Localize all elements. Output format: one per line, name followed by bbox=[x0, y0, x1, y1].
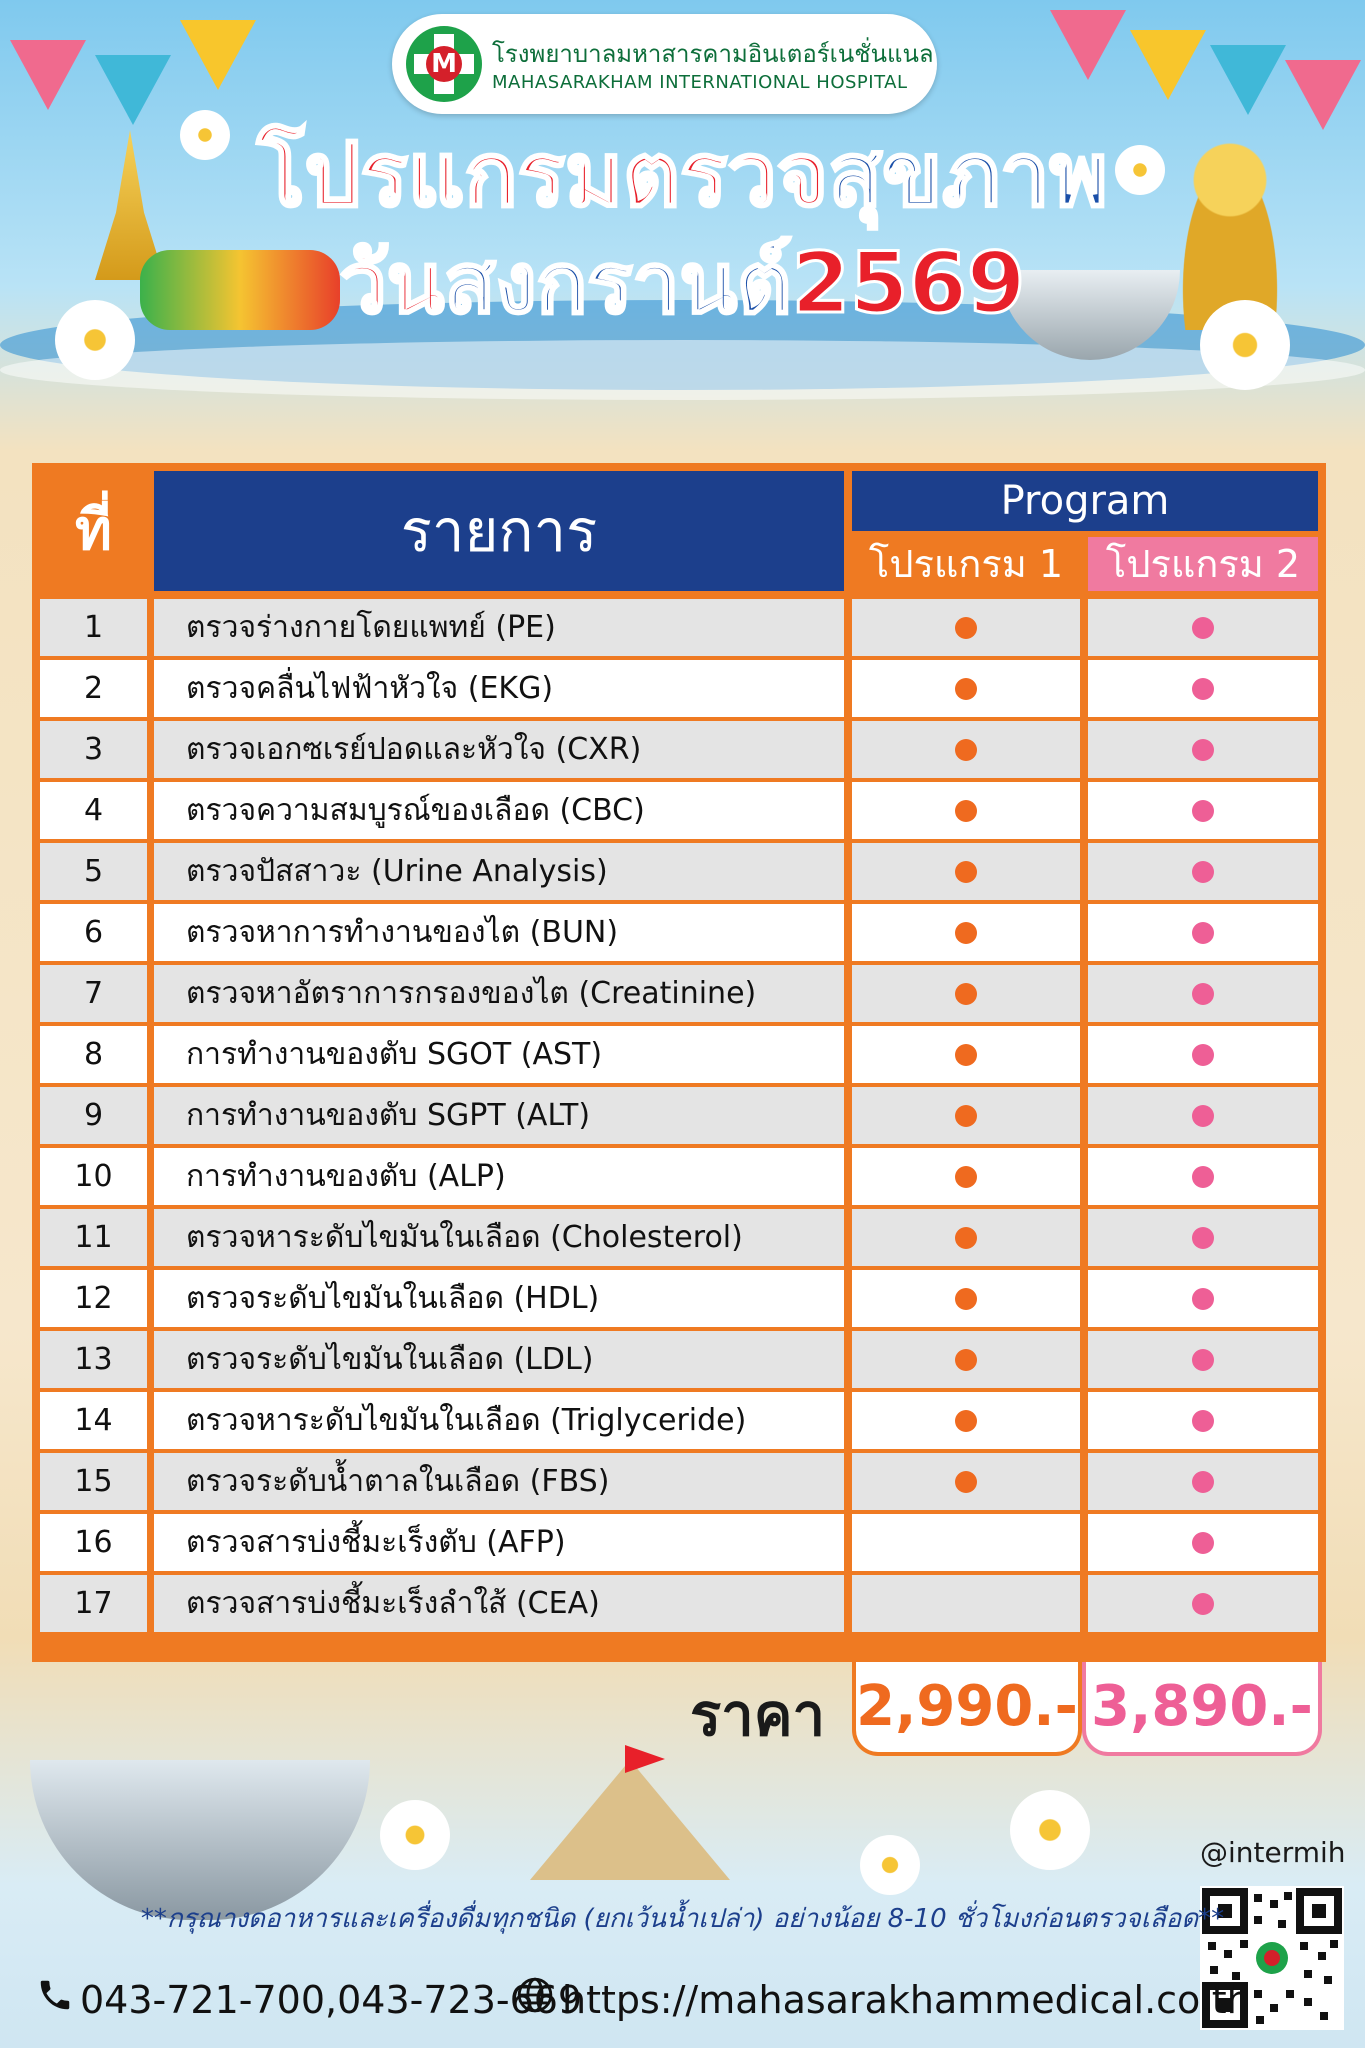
included-dot-icon bbox=[1192, 678, 1214, 700]
bunting-flag bbox=[1050, 10, 1126, 80]
row-number: 13 bbox=[40, 1331, 147, 1388]
row-item: ตรวจปัสสาวะ (Urine Analysis) bbox=[154, 843, 844, 900]
row-item: ตรวจความสมบูรณ์ของเลือด (CBC) bbox=[154, 782, 844, 839]
row-program-1 bbox=[852, 1575, 1080, 1632]
price-label: ราคา bbox=[690, 1681, 826, 1749]
row-program-1 bbox=[852, 1453, 1080, 1510]
row-program-2 bbox=[1088, 1575, 1318, 1632]
row-program-2 bbox=[1088, 1331, 1318, 1388]
row-program-2 bbox=[1088, 1148, 1318, 1205]
included-dot-icon bbox=[955, 861, 977, 883]
globe-icon bbox=[516, 1976, 554, 2023]
row-number: 2 bbox=[40, 660, 147, 717]
row-program-2 bbox=[1088, 1392, 1318, 1449]
table-row bbox=[40, 1148, 1318, 1205]
row-program-2 bbox=[1088, 782, 1318, 839]
hospital-name-thai: โรงพยาบาลมหาสารคามอินเตอร์เนชั่นแนล bbox=[492, 40, 934, 68]
hospital-name-english: MAHASARAKHAM INTERNATIONAL HOSPITAL bbox=[492, 72, 908, 93]
row-program-2 bbox=[1088, 1026, 1318, 1083]
row-number: 7 bbox=[40, 965, 147, 1022]
social-handle: @intermih bbox=[1200, 1836, 1346, 1869]
row-number: 5 bbox=[40, 843, 147, 900]
included-dot-icon bbox=[955, 739, 977, 761]
table-row bbox=[40, 1514, 1318, 1571]
phone-contact bbox=[36, 1976, 582, 2023]
bunting-flag bbox=[1130, 30, 1206, 100]
phone-number: 043-721-700,043-723-669 bbox=[80, 1977, 583, 2022]
row-program-2 bbox=[1088, 599, 1318, 656]
row-item: การทำงานของตับ SGOT (AST) bbox=[154, 1026, 844, 1083]
row-program-1 bbox=[852, 1514, 1080, 1571]
row-number: 15 bbox=[40, 1453, 147, 1510]
included-dot-icon bbox=[1192, 739, 1214, 761]
row-item: ตรวจระดับน้ำตาลในเลือด (FBS) bbox=[154, 1453, 844, 1510]
row-program-1 bbox=[852, 1148, 1080, 1205]
included-dot-icon bbox=[955, 1410, 977, 1432]
row-program-1 bbox=[852, 904, 1080, 961]
header-program-2: โปรแกรม 2 bbox=[1088, 537, 1318, 591]
row-number: 10 bbox=[40, 1148, 147, 1205]
included-dot-icon bbox=[1192, 1349, 1214, 1371]
row-item: ตรวจหาการทำงานของไต (BUN) bbox=[154, 904, 844, 961]
included-dot-icon bbox=[1192, 922, 1214, 944]
included-dot-icon bbox=[955, 1105, 977, 1127]
row-program-2 bbox=[1088, 1087, 1318, 1144]
row-program-1 bbox=[852, 843, 1080, 900]
row-program-1 bbox=[852, 1392, 1080, 1449]
included-dot-icon bbox=[1192, 617, 1214, 639]
included-dot-icon bbox=[955, 1227, 977, 1249]
row-number: 14 bbox=[40, 1392, 147, 1449]
price-program-1: 2,990.- bbox=[852, 1662, 1082, 1756]
row-program-2 bbox=[1088, 721, 1318, 778]
table-row bbox=[40, 1453, 1318, 1510]
row-program-2 bbox=[1088, 660, 1318, 717]
included-dot-icon bbox=[955, 983, 977, 1005]
sand-pagoda-icon bbox=[530, 1760, 730, 1880]
row-item: การทำงานของตับ SGPT (ALT) bbox=[154, 1087, 844, 1144]
row-program-1 bbox=[852, 599, 1080, 656]
page-title-line1 bbox=[0, 120, 1365, 230]
title-part: สงกรานต์ bbox=[444, 234, 792, 332]
table-row bbox=[40, 1575, 1318, 1632]
fasting-note: **กรุณางดอาหารและเครื่องดื่มทุกชนิด (ยกเว้นน้ำเปล่า) อย่างน้อย 8-10 ชั่วโมงก่อนตรวจเลือด** bbox=[140, 1904, 1225, 1934]
included-dot-icon bbox=[955, 800, 977, 822]
included-dot-icon bbox=[1192, 1227, 1214, 1249]
website-link[interactable]: https://mahasarakhammedical.co.th bbox=[562, 1977, 1251, 2022]
included-dot-icon bbox=[955, 1471, 977, 1493]
frangipani-flower-icon bbox=[380, 1800, 450, 1870]
row-program-2 bbox=[1088, 1514, 1318, 1571]
phone-icon bbox=[36, 1976, 74, 2023]
table-row bbox=[40, 1087, 1318, 1144]
table-row bbox=[40, 1209, 1318, 1266]
table-row bbox=[40, 1331, 1318, 1388]
row-program-2 bbox=[1088, 843, 1318, 900]
bunting-flag bbox=[180, 20, 256, 90]
header-number: ที่ bbox=[40, 471, 147, 591]
included-dot-icon bbox=[1192, 983, 1214, 1005]
header-program: Program bbox=[852, 471, 1318, 531]
row-number: 4 bbox=[40, 782, 147, 839]
table-row bbox=[40, 965, 1318, 1022]
table-row bbox=[40, 782, 1318, 839]
row-program-2 bbox=[1088, 904, 1318, 961]
row-item: ตรวจเอกซเรย์ปอดและหัวใจ (CXR) bbox=[154, 721, 844, 778]
row-number: 17 bbox=[40, 1575, 147, 1632]
included-dot-icon bbox=[1192, 1532, 1214, 1554]
included-dot-icon bbox=[955, 1166, 977, 1188]
header-item: รายการ bbox=[154, 471, 844, 591]
included-dot-icon bbox=[1192, 1410, 1214, 1432]
hospital-logo bbox=[392, 14, 937, 114]
row-item: ตรวจระดับไขมันในเลือด (LDL) bbox=[154, 1331, 844, 1388]
row-program-1 bbox=[852, 1209, 1080, 1266]
checkup-table bbox=[32, 463, 1326, 1662]
title-part: วัน bbox=[339, 234, 445, 332]
row-item: ตรวจสารบ่งชี้มะเร็งลำใส้ (CEA) bbox=[154, 1575, 844, 1632]
included-dot-icon bbox=[1192, 1471, 1214, 1493]
frangipani-flower-icon bbox=[860, 1835, 920, 1895]
table-row bbox=[40, 721, 1318, 778]
included-dot-icon bbox=[1192, 861, 1214, 883]
logo-letter: M bbox=[426, 46, 462, 82]
frangipani-flower-icon bbox=[1010, 1790, 1090, 1870]
row-program-1 bbox=[852, 1026, 1080, 1083]
bunting-flag bbox=[1210, 45, 1286, 115]
table-row bbox=[40, 660, 1318, 717]
table-row bbox=[40, 843, 1318, 900]
row-number: 6 bbox=[40, 904, 147, 961]
row-program-1 bbox=[852, 660, 1080, 717]
row-item: ตรวจหาระดับไขมันในเลือด (Triglyceride) bbox=[154, 1392, 844, 1449]
row-program-2 bbox=[1088, 1270, 1318, 1327]
row-program-1 bbox=[852, 1331, 1080, 1388]
row-number: 16 bbox=[40, 1514, 147, 1571]
row-item: ตรวจหาอัตราการกรองของไต (Creatinine) bbox=[154, 965, 844, 1022]
included-dot-icon bbox=[1192, 800, 1214, 822]
row-program-1 bbox=[852, 782, 1080, 839]
table-row bbox=[40, 1270, 1318, 1327]
row-number: 12 bbox=[40, 1270, 147, 1327]
row-program-1 bbox=[852, 1270, 1080, 1327]
silver-bowl-icon bbox=[30, 1760, 370, 1920]
included-dot-icon bbox=[955, 1044, 977, 1066]
included-dot-icon bbox=[1192, 1044, 1214, 1066]
row-item: ตรวจสารบ่งชี้มะเร็งตับ (AFP) bbox=[154, 1514, 844, 1571]
included-dot-icon bbox=[1192, 1166, 1214, 1188]
row-item: ตรวจร่างกายโดยแพทย์ (PE) bbox=[154, 599, 844, 656]
included-dot-icon bbox=[955, 678, 977, 700]
row-number: 8 bbox=[40, 1026, 147, 1083]
table-row bbox=[40, 599, 1318, 656]
row-number: 9 bbox=[40, 1087, 147, 1144]
row-item: การทำงานของตับ (ALP) bbox=[154, 1148, 844, 1205]
header-program-1: โปรแกรม 1 bbox=[852, 537, 1080, 591]
page-title-line2 bbox=[0, 228, 1365, 338]
included-dot-icon bbox=[955, 1349, 977, 1371]
title-part: สุขภาพ bbox=[828, 123, 1108, 226]
row-program-1 bbox=[852, 721, 1080, 778]
hospital-logo-mark bbox=[406, 26, 482, 102]
row-number: 1 bbox=[40, 599, 147, 656]
row-program-1 bbox=[852, 965, 1080, 1022]
water-wave bbox=[0, 340, 1365, 400]
included-dot-icon bbox=[955, 1288, 977, 1310]
price-program-2: 3,890.- bbox=[1082, 1662, 1322, 1756]
row-program-2 bbox=[1088, 1209, 1318, 1266]
row-item: ตรวจหาระดับไขมันในเลือด (Cholesterol) bbox=[154, 1209, 844, 1266]
row-program-2 bbox=[1088, 1453, 1318, 1510]
website-contact bbox=[516, 1976, 1251, 2023]
table-row bbox=[40, 1026, 1318, 1083]
table-row bbox=[40, 1392, 1318, 1449]
included-dot-icon bbox=[1192, 1593, 1214, 1615]
bunting-flag bbox=[95, 55, 171, 125]
included-dot-icon bbox=[1192, 1105, 1214, 1127]
row-program-2 bbox=[1088, 965, 1318, 1022]
title-year: 2569 bbox=[791, 234, 1026, 332]
flag-icon bbox=[625, 1745, 665, 1773]
row-number: 11 bbox=[40, 1209, 147, 1266]
included-dot-icon bbox=[1192, 1288, 1214, 1310]
included-dot-icon bbox=[955, 617, 977, 639]
row-item: ตรวจคลื่นไฟฟ้าหัวใจ (EKG) bbox=[154, 660, 844, 717]
row-item: ตรวจระดับไขมันในเลือด (HDL) bbox=[154, 1270, 844, 1327]
row-program-1 bbox=[852, 1087, 1080, 1144]
title-part: โปรแกรมตรวจ bbox=[257, 123, 829, 226]
table-row bbox=[40, 904, 1318, 961]
bunting-flag bbox=[10, 40, 86, 110]
included-dot-icon bbox=[955, 922, 977, 944]
row-number: 3 bbox=[40, 721, 147, 778]
